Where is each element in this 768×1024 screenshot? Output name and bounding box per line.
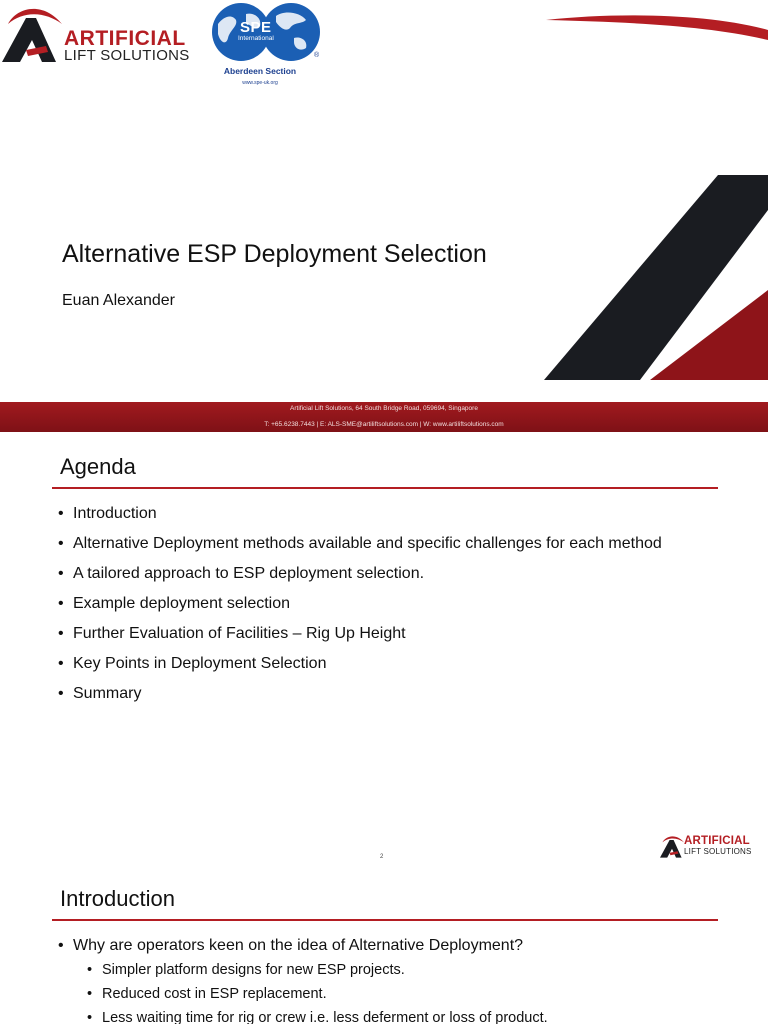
spe-section-label: Aberdeen Section [223,66,297,76]
artificial-lift-solutions-logo [2,2,202,66]
spe-international-logo [210,2,326,88]
slide-heading: Introduction [60,886,175,911]
spe-registered-mark: ® [314,52,320,59]
list-item: • Less waiting time for rig or crew i.e. less deferment or loss of product. [87,1006,732,1024]
list-item: • Alternative Deployment methods available and specific challenges for each method [58,534,698,554]
als-logo-mark-icon [660,832,684,860]
spe-logo-text: SPE [240,19,272,36]
list-item: • Key Points in Deployment Selection [58,654,698,674]
logo-line-2: LIFT SOLUTIONS [684,847,752,856]
page-number: 2 [380,854,384,860]
als-logo-mark-icon [2,2,62,64]
decorative-swoosh-graphic [540,0,768,384]
spe-logo-subtext: International [238,35,274,42]
logo-line-1: ARTIFICIAL [64,27,186,50]
list-item: • Why are operators keen on the idea of Alternative Deployment? • Simpler platform designs for new ESP projects. • Reduced cost in ESP replacement. • Less waiting time for rig or crew i.e. less deferment or loss of product. [58,936,718,1024]
footer-address: Artificial Lift Solutions, 64 South Bridge Road, 059694, Singapore [290,405,478,412]
title-slide [0,0,768,432]
list-item: • A tailored approach to ESP deployment selection. [58,564,698,584]
slide-heading: Agenda [60,454,136,479]
list-item: • Example deployment selection [58,594,698,614]
intro-list [58,936,718,1024]
heading-rule [52,487,718,489]
agenda-list [58,504,698,704]
list-item: • Further Evaluation of Facilities – Rig Up Height [58,624,698,644]
sub-list [87,958,732,1024]
logo-line-2: LIFT SOLUTIONS [64,47,190,64]
heading-rule [52,919,718,921]
list-item: • Reduced cost in ESP replacement. [87,982,732,1006]
agenda-slide [0,432,768,864]
artificial-lift-solutions-logo-small [660,830,764,864]
presentation-author: Euan Alexander [62,292,175,309]
presentation-title: Alternative ESP Deployment Selection [62,240,487,268]
spe-url: www.spe-uk.org [242,80,278,86]
introduction-slide [0,864,768,1024]
list-item: • Simpler platform designs for new ESP projects. [87,958,732,982]
footer-contact: T: +65.6238.7443 | E: ALS-SME@artiliftsolutions.com | W: www.artiliftsolutions.com [264,421,504,428]
logo-line-1: ARTIFICIAL [684,835,750,847]
list-item: • Summary [58,684,698,704]
list-item: • Introduction [58,504,698,524]
